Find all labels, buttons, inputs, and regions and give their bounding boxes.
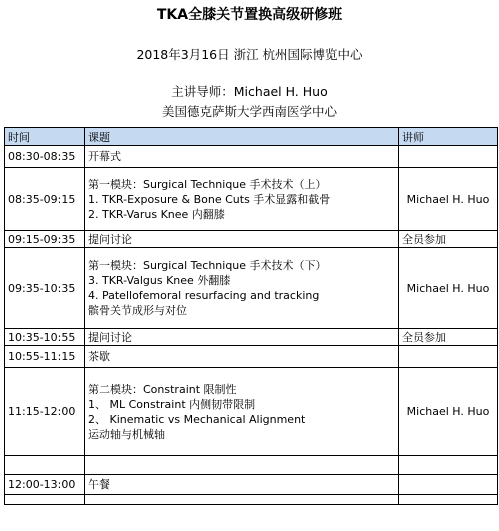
row-instructor: Michael H. Huo xyxy=(399,368,498,456)
topic-line: 开幕式 xyxy=(88,150,121,163)
row-time: 09:15-09:35 xyxy=(5,231,85,248)
topic-line: 2. TKR-Varus Knee 内翻膝 xyxy=(88,207,225,221)
topic-line: 4. Patellofemoral resurfacing and tracking xyxy=(88,289,320,302)
table-row xyxy=(5,146,498,168)
row-time: 10:55-11:15 xyxy=(5,346,85,368)
column-header-topic: 课题 xyxy=(85,128,399,146)
column-header-time: 时间 xyxy=(5,128,85,146)
schedule-body xyxy=(5,146,498,505)
row-topic xyxy=(85,248,399,329)
row-time xyxy=(5,456,85,475)
row-instructor xyxy=(399,146,498,168)
instructor-line: 主讲导师：Michael H. Huo xyxy=(171,84,328,99)
date-location: 2018年3月16日 浙江 杭州国际博览中心 xyxy=(136,47,363,62)
topic-line: 1. TKR-Exposure & Bone Cuts 手术显露和截骨 xyxy=(88,192,331,206)
column-header-instructor: 讲师 xyxy=(399,128,498,146)
table-row xyxy=(5,495,498,505)
row-topic xyxy=(85,146,399,168)
row-instructor xyxy=(399,456,498,475)
row-topic xyxy=(85,495,399,505)
row-time: 09:35-10:35 xyxy=(5,248,85,329)
row-topic xyxy=(85,346,399,368)
topic-line: 1、 ML Constraint 内侧韧带限制 xyxy=(88,397,256,411)
row-topic xyxy=(85,168,399,231)
table-row xyxy=(5,475,498,495)
row-topic xyxy=(85,475,399,495)
row-topic xyxy=(85,329,399,346)
page-title: TKA全膝关节置换高级研修班 xyxy=(156,7,343,23)
table-row xyxy=(5,346,498,368)
row-instructor: Michael H. Huo xyxy=(399,168,498,231)
topic-line: 2、 Kinematic vs Mechanical Alignment xyxy=(88,412,306,426)
table-row xyxy=(5,456,498,475)
row-time: 08:30-08:35 xyxy=(5,146,85,168)
table-row xyxy=(5,248,498,329)
table-header-row xyxy=(5,128,498,146)
row-topic xyxy=(85,231,399,248)
row-topic xyxy=(85,368,399,456)
topic-line: 提问讨论 xyxy=(88,330,132,344)
table-row xyxy=(5,231,498,248)
affiliation-line: 美国德克萨斯大学西南医学中心 xyxy=(161,104,337,119)
topic-line: 髌骨关节成形与对位 xyxy=(88,304,187,317)
topic-line: 3. TKR-Valgus Knee 外翻膝 xyxy=(88,274,231,287)
row-instructor xyxy=(399,346,498,368)
row-instructor: Michael H. Huo xyxy=(399,248,498,329)
row-time: 10:35-10:55 xyxy=(5,329,85,346)
topic-line: 第一模块：Surgical Technique 手术技术（下） xyxy=(88,259,327,272)
row-instructor: 全员参加 xyxy=(399,329,498,346)
row-instructor xyxy=(399,475,498,495)
row-time: 08:35-09:15 xyxy=(5,168,85,231)
topic-line: 茶歇 xyxy=(88,350,110,363)
topic-line: 午餐 xyxy=(88,478,110,491)
topic-line: 运动轴与机械轴 xyxy=(88,427,165,441)
row-time: 11:15-12:00 xyxy=(5,368,85,456)
table-row xyxy=(5,329,498,346)
schedule-table xyxy=(4,127,498,505)
row-instructor: 全员参加 xyxy=(399,231,498,248)
row-time xyxy=(5,495,85,505)
row-instructor xyxy=(399,495,498,505)
row-topic xyxy=(85,456,399,475)
topic-line: 提问讨论 xyxy=(88,232,132,246)
row-time: 12:00-13:00 xyxy=(5,475,85,495)
topic-line: 第二模块：Constraint 限制性 xyxy=(88,382,237,396)
table-row xyxy=(5,168,498,231)
table-row xyxy=(5,368,498,456)
topic-line: 第一模块：Surgical Technique 手术技术（上） xyxy=(88,177,327,191)
